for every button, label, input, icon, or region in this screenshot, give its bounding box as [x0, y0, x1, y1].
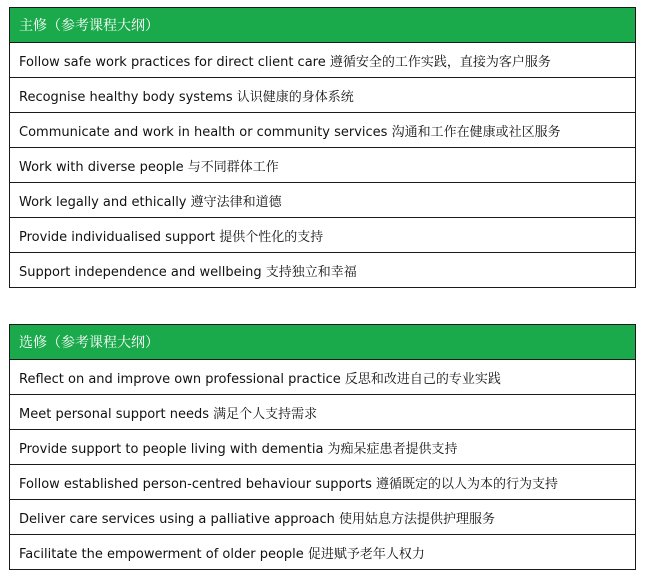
table-row: [10, 43, 636, 78]
course-cell: Reflect on and improve own professional practice 反思和改进自己的专业实践: [10, 360, 636, 395]
elective-header: 选修（参考课程大纲）: [10, 325, 636, 360]
core-courses-table: [9, 7, 636, 288]
table-row: [10, 78, 636, 113]
course-cell: Follow established person-centred behaviour supports 遵循既定的以人为本的行为支持: [10, 465, 636, 500]
course-cell: Work legally and ethically 遵守法律和道德: [10, 183, 636, 218]
table-row: [10, 535, 636, 570]
course-cell: Facilitate the empowerment of older people 促进赋予老年人权力: [10, 535, 636, 570]
course-cell: Provide individualised support 提供个性化的支持: [10, 218, 636, 253]
elective-header-row: [10, 325, 636, 360]
table-row: [10, 500, 636, 535]
table-row: [10, 430, 636, 465]
table-row: [10, 465, 636, 500]
course-cell: Support independence and wellbeing 支持独立和幸福: [10, 253, 636, 288]
table-row: [10, 253, 636, 288]
course-cell: Work with diverse people 与不同群体工作: [10, 148, 636, 183]
elective-courses-table: [9, 324, 636, 570]
table-row: [10, 148, 636, 183]
core-header-row: [10, 8, 636, 43]
table-row: [10, 113, 636, 148]
table-row: [10, 218, 636, 253]
core-header: 主修（参考课程大纲）: [10, 8, 636, 43]
course-cell: Deliver care services using a palliative approach 使用姑息方法提供护理服务: [10, 500, 636, 535]
course-cell: Meet personal support needs 满足个人支持需求: [10, 395, 636, 430]
course-cell: Provide support to people living with dementia 为痴呆症患者提供支持: [10, 430, 636, 465]
course-cell: Recognise healthy body systems 认识健康的身体系统: [10, 78, 636, 113]
course-cell: Communicate and work in health or community services 沟通和工作在健康或社区服务: [10, 113, 636, 148]
course-cell: Follow safe work practices for direct client care 遵循安全的工作实践，直接为客户服务: [10, 43, 636, 78]
table-row: [10, 360, 636, 395]
table-row: [10, 395, 636, 430]
table-row: [10, 183, 636, 218]
